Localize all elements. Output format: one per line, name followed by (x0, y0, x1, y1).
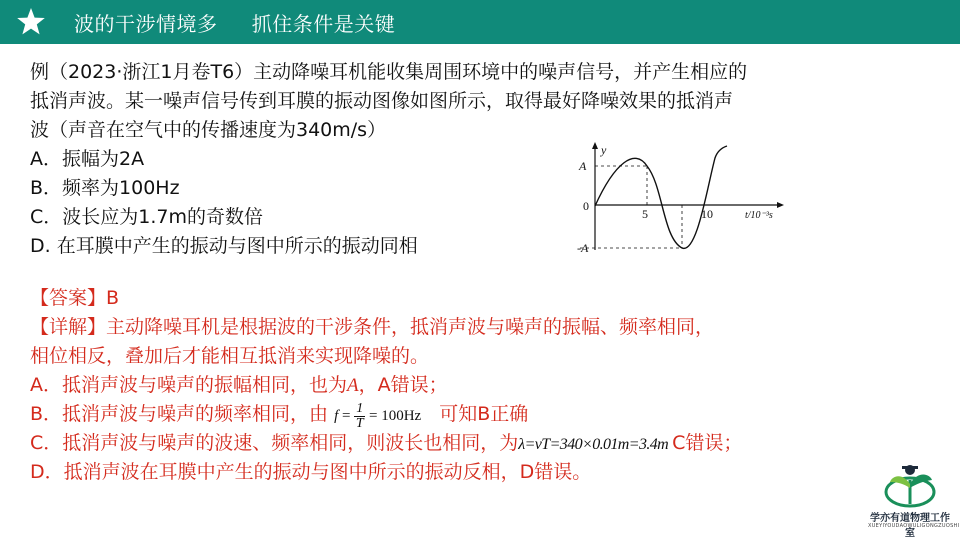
tick-10-label: 10 (701, 207, 713, 221)
explanation-c-result: C错误； (672, 432, 743, 454)
logo-subtitle: XUEYIYOUDAOWULIGONGZUOSHI (868, 523, 960, 529)
tick-5-label: 5 (642, 207, 648, 221)
explanation-c (30, 429, 742, 459)
fraction-numerator: 1 (356, 401, 364, 417)
slide-title: 波的干涉情境多 抓住条件是关键 (74, 12, 396, 36)
question-line-3: 波（声音在空气中的传播速度为340m/s） (30, 119, 387, 141)
explanation-a-text: A．抵消声波与噪声的振幅相同，也为 (30, 374, 347, 396)
t-axis-arrow (777, 202, 784, 208)
vibration-graph (575, 138, 805, 258)
formula-result: = 100Hz (365, 408, 422, 424)
wave-curve (595, 146, 727, 248)
explanation-a (30, 371, 448, 400)
question-line-1: 例（2023·浙江1月卷T6）主动降噪耳机能收集周围环境中的噪声信号，并产生相应的 (30, 61, 748, 83)
explanation-d: D．抵消声波在耳膜中产生的振动与图中所示的振动反相，D错误。 (30, 461, 592, 483)
wavelength-formula: λ=vT=340×0.01m=3.4m (518, 436, 669, 453)
fraction-denominator: T (355, 416, 364, 432)
studio-logo (868, 462, 960, 539)
star-icon (16, 7, 46, 37)
formula-fraction (354, 402, 365, 431)
amp-neg-label: -A (577, 241, 589, 255)
formula-eq: = (338, 408, 355, 424)
answer-line: 【答案】B (30, 287, 120, 309)
explanation-b (30, 400, 528, 431)
explanation-line-1: 【详解】主动降噪耳机是根据波的干涉条件，抵消声波与噪声的振幅、频率相同， (30, 316, 715, 338)
question-line-2: 抵消声波。某一噪声信号传到耳膜的振动图像如图所示，取得最好降噪效果的抵消声 (30, 90, 734, 112)
logo-name: 学亦有道物理工作室 (870, 513, 950, 539)
option-a: A．振幅为2A (30, 148, 145, 170)
option-d: D. 在耳膜中产生的振动与图中所示的振动同相 (30, 235, 418, 257)
explanation-b-text: B．抵消声波与噪声的频率相同，由 (30, 403, 329, 425)
option-b: B．频率为100Hz (30, 177, 180, 199)
t-axis-label: t/10⁻³s (745, 210, 773, 221)
option-c: C．波长应为1.7m的奇数倍 (30, 206, 263, 228)
title-bar (0, 0, 960, 44)
y-label: y (601, 143, 607, 157)
y-axis-arrow (592, 142, 598, 149)
explanation-line-2: 相位相反，叠加后才能相互抵消来实现降噪的。 (30, 345, 430, 367)
formula-f: f (334, 408, 339, 424)
explanation-b-result: 可知B正确 (439, 403, 529, 425)
explanation-a-result: ，A错误； (358, 374, 448, 396)
frequency-formula (334, 401, 422, 432)
origin-label: 0 (583, 199, 589, 213)
explanation-c-text: C．抵消声波与噪声的波速、频率相同，则波长也相同，为 (30, 432, 519, 454)
amp-pos-label: A (579, 159, 587, 173)
sprout-logo-icon (868, 462, 952, 510)
amplitude-symbol: A (347, 375, 359, 396)
